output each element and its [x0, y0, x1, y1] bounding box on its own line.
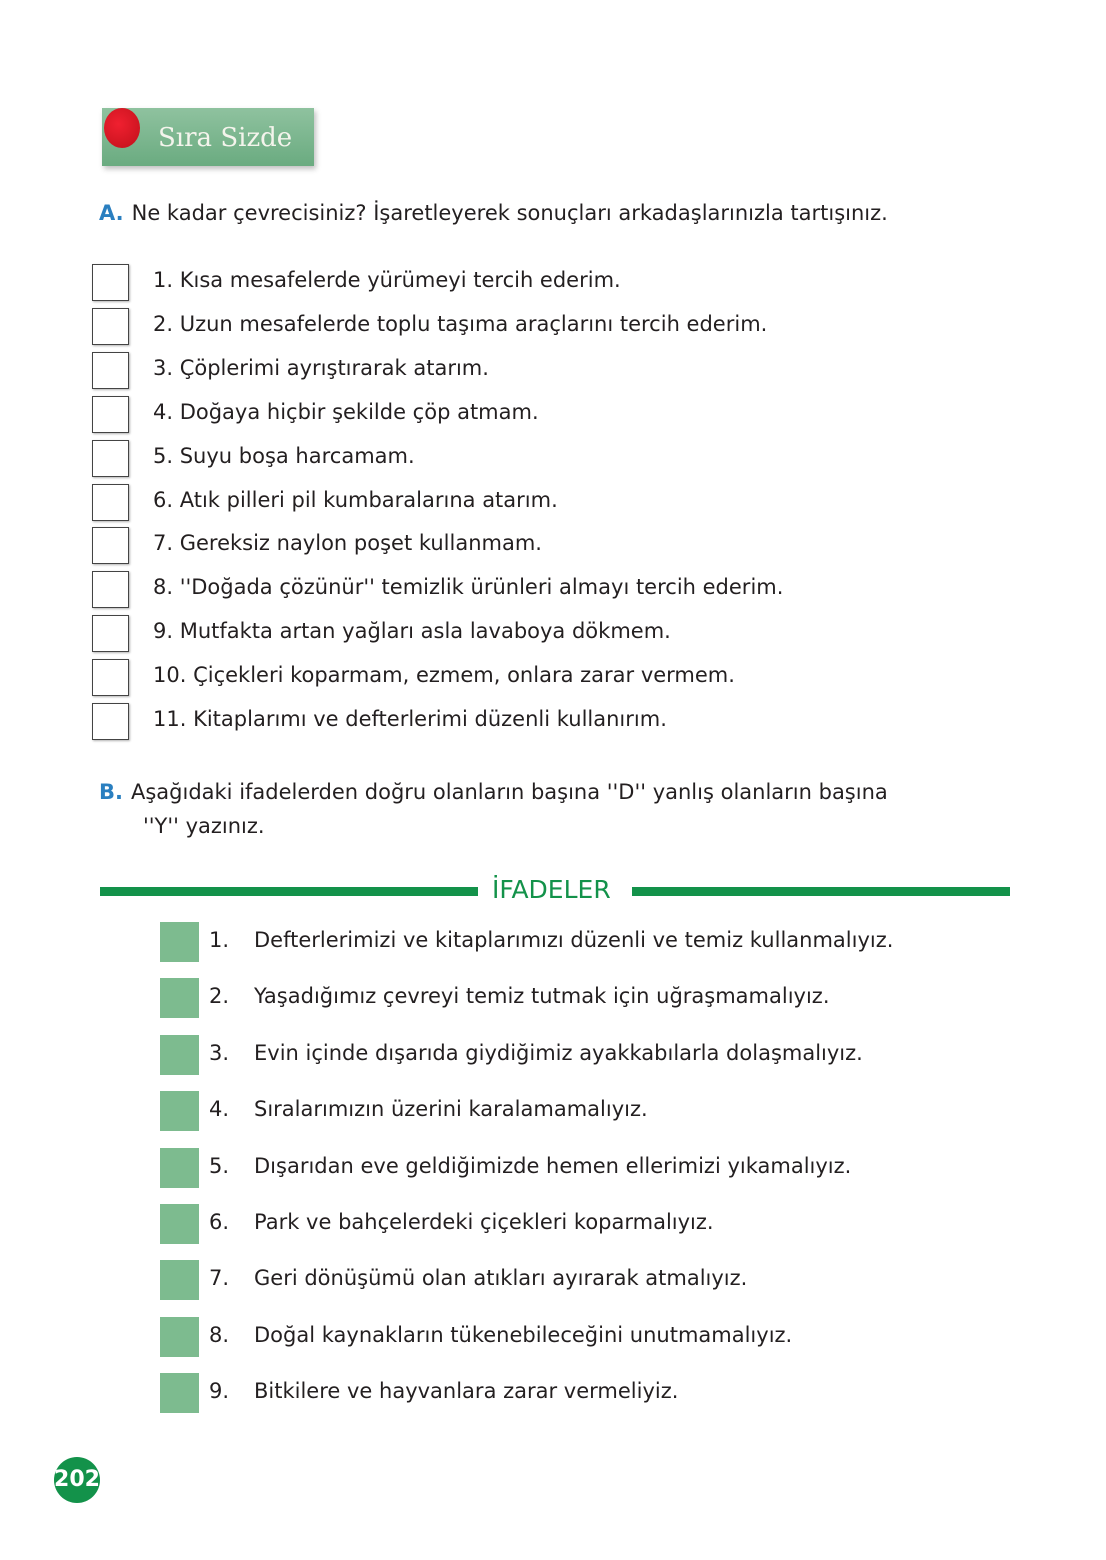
statement-number: 6. — [209, 1210, 230, 1234]
section-b-letter: B. — [99, 780, 123, 804]
checklist-item-text: 5. Suyu boşa harcamam. — [153, 443, 415, 468]
heading-text: İFADELER — [492, 875, 611, 904]
checkbox[interactable] — [92, 615, 129, 652]
checklist-item-text: 1. Kısa mesafelerde yürümeyi tercih ederim. — [153, 268, 621, 292]
checkbox[interactable] — [92, 308, 129, 345]
statement-text: Dışarıdan eve geldiğimizde hemen ellerimizi yıkamalıyız. — [254, 1153, 852, 1178]
answer-box[interactable] — [160, 1035, 199, 1075]
flower-icon — [104, 108, 140, 148]
answer-box[interactable] — [160, 1204, 199, 1244]
answer-box[interactable] — [160, 1091, 199, 1131]
answer-box[interactable] — [160, 1260, 199, 1300]
statement-text: Doğal kaynakların tükenebileceğini unutmamalıyız. — [254, 1322, 793, 1347]
checklist-item-text: 3. Çöplerimi ayrıştırarak atarım. — [153, 355, 489, 380]
divider — [100, 887, 478, 896]
section-a-text: Ne kadar çevrecisiniz? İşaretleyerek sonuçları arkadaşlarınızla tartışınız. — [131, 201, 888, 225]
statement-text: Park ve bahçelerdeki çiçekleri koparmalıyız. — [254, 1210, 714, 1234]
answer-box[interactable] — [160, 1317, 199, 1357]
checkbox[interactable] — [92, 484, 129, 521]
section-a-instruction — [99, 201, 888, 225]
statement-text: Bitkilere ve hayvanlara zarar vermeliyiz. — [254, 1379, 679, 1404]
checkbox[interactable] — [92, 264, 129, 301]
checkbox[interactable] — [92, 396, 129, 433]
section-b-text-line1: Aşağıdaki ifadelerden doğru olanların başına ''D'' yanlış olanların başına — [130, 780, 888, 804]
statement-text: Yaşadığımız çevreyi temiz tutmak için uğraşmamalıyız. — [254, 984, 830, 1009]
statement-number: 8. — [209, 1322, 230, 1347]
section-b-text-line2: ''Y'' yazınız. — [143, 814, 265, 838]
statement-number: 4. — [209, 1097, 230, 1122]
answer-box[interactable] — [160, 922, 199, 962]
checklist-item-text: 2. Uzun mesafelerde toplu taşıma araçlarını tercih ederim. — [153, 311, 768, 336]
answer-box[interactable] — [160, 978, 199, 1018]
statement-text: Geri dönüşümü olan atıkları ayırarak atmalıyız. — [254, 1266, 748, 1291]
checklist-item-text: 10. Çiçekleri koparmam, ezmem, onlara zarar vermem. — [153, 663, 735, 688]
checklist-item-text: 7. Gereksiz naylon poşet kullanmam. — [153, 531, 542, 556]
statement-number: 5. — [209, 1153, 230, 1178]
page-number: 202 — [54, 1457, 100, 1503]
section-b-instruction — [99, 775, 888, 843]
answer-box[interactable] — [160, 1148, 199, 1188]
statement-text: Evin içinde dışarıda giydiğimiz ayakkabılarla dolaşmalıyız. — [254, 1040, 863, 1065]
checkbox[interactable] — [92, 527, 129, 564]
checkbox[interactable] — [92, 440, 129, 477]
section-a-letter: A. — [99, 201, 124, 225]
checklist-item-text: 9. Mutfakta artan yağları asla lavaboya dökmem. — [153, 619, 671, 644]
checklist-item-text: 4. Doğaya hiçbir şekilde çöp atmam. — [153, 399, 539, 424]
checkbox[interactable] — [92, 659, 129, 696]
banner-title: Sıra Sizde — [158, 123, 293, 153]
statement-number: 9. — [209, 1379, 230, 1404]
statement-number: 1. — [209, 928, 230, 952]
statement-text: Sıralarımızın üzerini karalamamalıyız. — [254, 1097, 648, 1122]
divider — [632, 887, 1010, 896]
checkbox[interactable] — [92, 352, 129, 389]
checkbox[interactable] — [92, 703, 129, 740]
checklist-item-text: 8. ''Doğada çözünür'' temizlik ürünleri almayı tercih ederim. — [153, 575, 784, 600]
checklist-item-text: 6. Atık pilleri pil kumbaralarına atarım. — [153, 487, 558, 512]
answer-box[interactable] — [160, 1373, 199, 1413]
statement-number: 2. — [209, 984, 230, 1009]
ifadeler-heading — [100, 873, 1010, 909]
statement-number: 3. — [209, 1040, 230, 1065]
statement-text: Defterlerimizi ve kitaplarımızı düzenli ve temiz kullanmalıyız. — [254, 928, 894, 952]
checklist-item-text: 11. Kitaplarımı ve defterlerimi düzenli kullanırım. — [153, 707, 667, 731]
statement-number: 7. — [209, 1266, 230, 1291]
checkbox[interactable] — [92, 571, 129, 608]
